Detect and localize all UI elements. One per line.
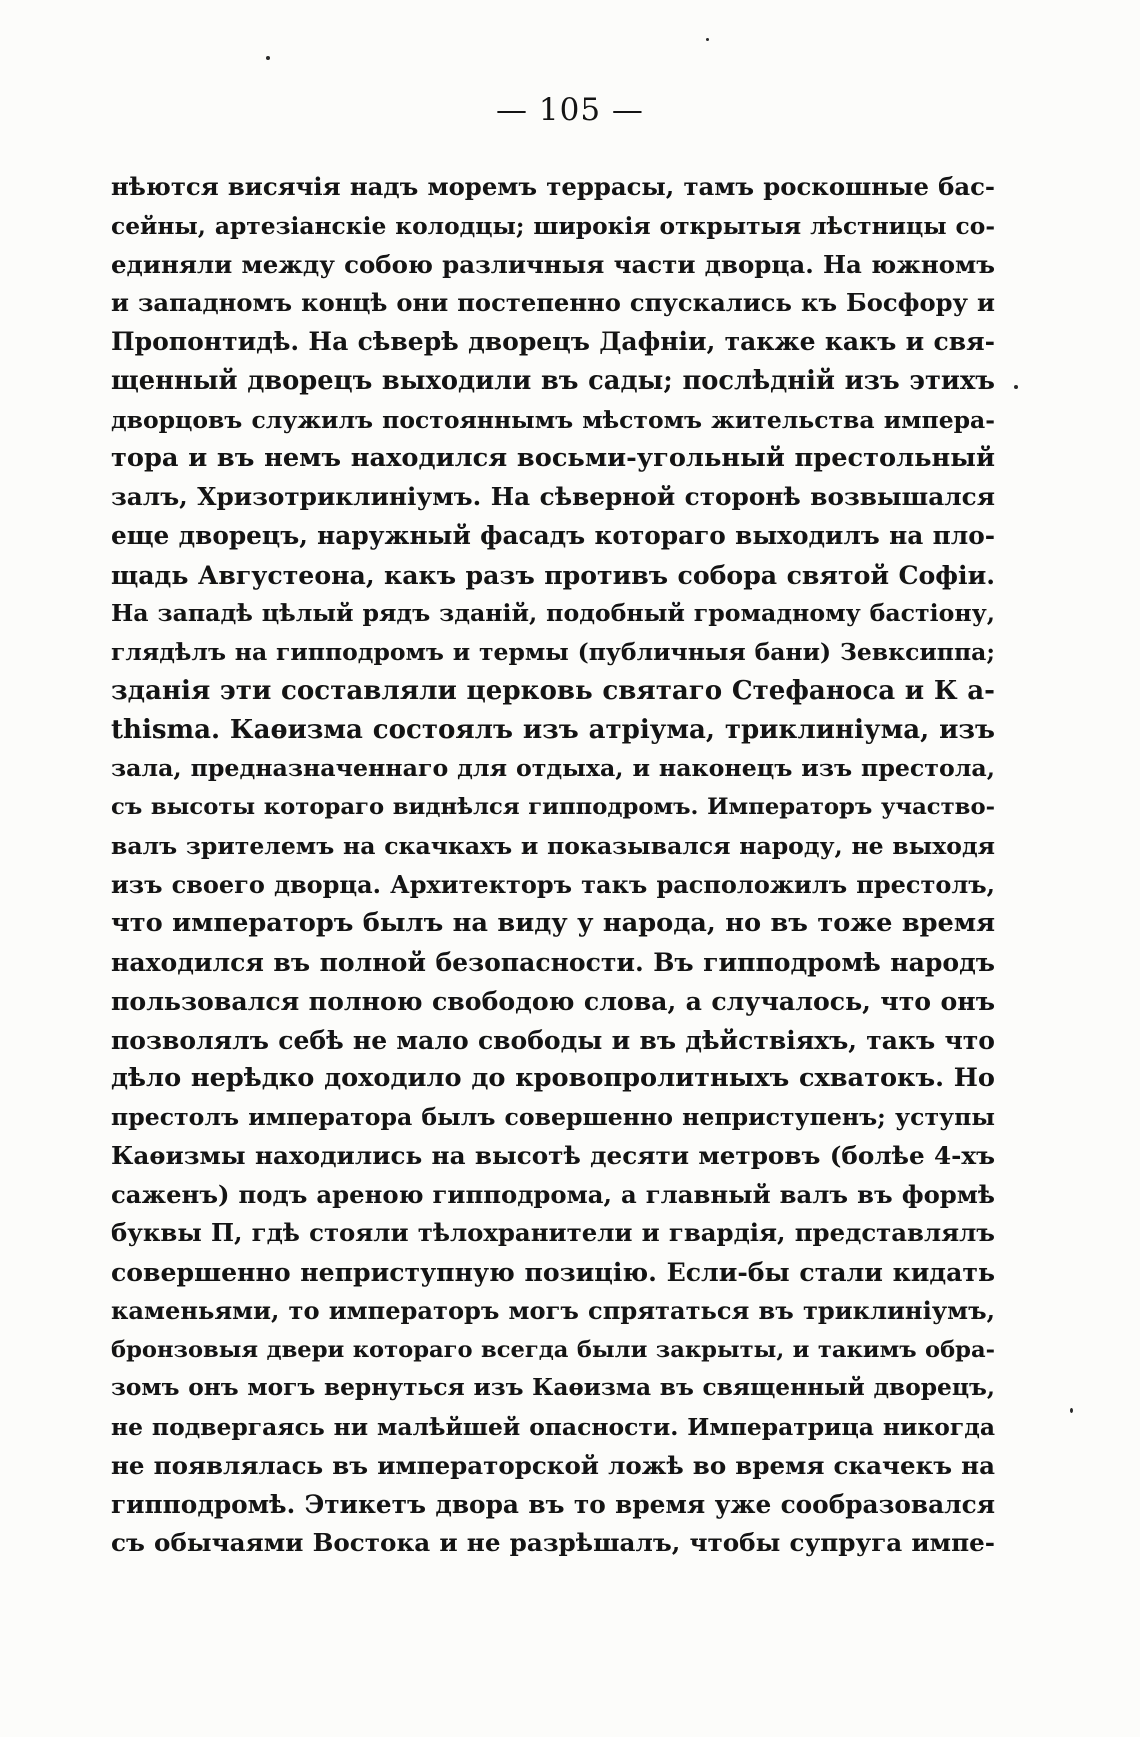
- text-line: пользовался полною свободою слова, а случалось, что онъ: [111, 985, 995, 1016]
- scan-speck: [266, 56, 270, 60]
- text-line: изъ своего дворца. Архитекторъ такъ расположилъ престолъ,: [111, 869, 995, 899]
- text-line: нѣются висячія надъ моремъ террасы, тамъ роскошные бас-: [111, 172, 995, 201]
- text-line: не подвергаясь ни малѣйшей опасности. Императрица никогда: [111, 1413, 995, 1441]
- text-line: саженъ) подъ ареною гипподрома, а главный валъ въ формѣ: [111, 1179, 995, 1209]
- text-line: дѣло нерѣдко доходило до кровопролитныхъ схватокъ. Но: [111, 1063, 995, 1094]
- text-line: совершенно неприступную позицію. Если-бы стали кидать: [111, 1257, 995, 1287]
- text-line: что императоръ былъ на виду у народа, но въ тоже время: [111, 908, 995, 939]
- text-line: престолъ императора былъ совершенно неприступенъ; уступы: [111, 1103, 995, 1131]
- text-line: позволялъ себѣ не мало свободы и въ дѣйствіяхъ, такъ что: [111, 1024, 995, 1055]
- text-line: еще дворецъ, наружный фасадъ котораго выходилъ на пло-: [111, 520, 995, 550]
- text-line: съ высоты котораго виднѣлся гипподромъ. Императоръ участво-: [111, 794, 995, 820]
- text-line: щенный дворецъ выходили въ сады; послѣдній изъ этихъ: [111, 365, 995, 396]
- text-line: щадь Августеона, какъ разъ противъ собора святой Софіи.: [111, 559, 995, 590]
- text-line: зала, предназначеннаго для отдыха, и наконецъ изъ престола,: [111, 754, 995, 783]
- text-line: зомъ онъ могъ вернуться изъ Каѳизма въ священный дворецъ,: [111, 1374, 995, 1402]
- text-line: Пропонтидѣ. На сѣверѣ дворецъ Дафніи, также какъ и свя-: [111, 327, 995, 356]
- text-line: сейны, артезіанскіе колодцы; широкія открытыя лѣстницы со-: [111, 211, 995, 240]
- text-line: находился въ полной безопасности. Въ гипподромѣ народъ: [111, 947, 995, 977]
- text-line: валъ зрителемъ на скачкахъ и показывался народу, не выходя: [111, 831, 995, 860]
- text-line: бронзовыя двери котораго всегда были закрыты, и такимъ обра-: [111, 1336, 995, 1363]
- text-line: каменьями, то императоръ могъ спрятаться въ триклиніумъ,: [111, 1295, 995, 1325]
- text-line: и западномъ концѣ они постепенно спускались къ Босфору и: [111, 288, 995, 318]
- page-number: — 105 —: [496, 92, 644, 128]
- scan-speck: [706, 38, 709, 41]
- text-line: На западѣ цѣлый рядъ зданій, подобный громадному бастіону,: [111, 599, 995, 628]
- text-line: thisma. Каѳизма состоялъ изъ атріума, триклиніума, изъ: [111, 714, 995, 745]
- text-line: буквы П, гдѣ стояли тѣлохранители и гвардія, представлялъ: [111, 1218, 995, 1248]
- text-line: дворцовъ служилъ постояннымъ мѣстомъ жительства импера-: [111, 405, 995, 434]
- text-line: съ обычаями Востока и не разрѣшалъ, чтобы супруга импе-: [111, 1528, 995, 1558]
- text-line: не появлялась въ императорской ложѣ во время скачекъ на: [111, 1450, 995, 1480]
- text-line: глядѣлъ на гипподромъ и термы (публичныя бани) Зевксиппа;: [111, 638, 995, 666]
- text-line: тора и въ немъ находился восьми-угольный престольный: [111, 443, 995, 474]
- scan-speck: [1014, 385, 1018, 389]
- scan-speck: [1070, 1408, 1073, 1413]
- text-line: Каѳизмы находились на высотѣ десяти метровъ (болѣе 4-хъ: [111, 1140, 995, 1170]
- text-line: залъ, Хризотриклиніумъ. На сѣверной сторонѣ возвышался: [111, 482, 995, 511]
- text-line: единяли между собою различныя части дворца. На южномъ: [111, 249, 995, 279]
- body-text: [111, 168, 995, 1563]
- text-line: зданія эти составляли церковь святаго Стефаноса и К a-: [111, 674, 995, 706]
- text-line: гипподромѣ. Этикетъ двора въ то время уже сообразовался: [111, 1489, 995, 1519]
